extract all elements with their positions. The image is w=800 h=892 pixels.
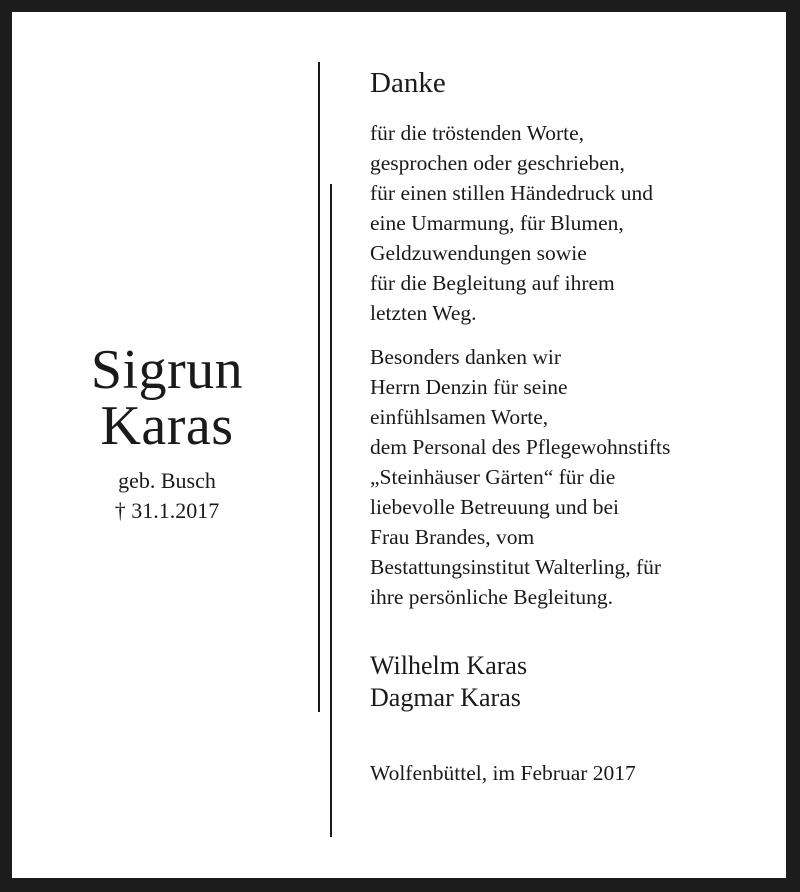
text-line: ihre persönliche Begleitung. <box>370 585 613 609</box>
obituary-notice <box>12 12 786 878</box>
thanks-paragraph-2 <box>370 342 770 612</box>
text-line: liebevolle Betreuung und bei <box>370 495 619 519</box>
text-line: letzten Weg. <box>370 301 477 325</box>
text-line: für die tröstenden Worte, <box>370 121 585 145</box>
text-line: dem Personal des Pflegewohnstifts <box>370 435 671 459</box>
place-date: Wolfenbüttel, im Februar 2017 <box>370 761 636 785</box>
text-line: gesprochen oder geschrieben, <box>370 151 625 175</box>
text-line: „Steinhäuser Gärten“ für die <box>370 465 616 489</box>
text-line: Geldzuwendungen sowie <box>370 241 587 265</box>
last-name: Karas <box>100 395 234 457</box>
deceased-block <box>52 339 282 526</box>
text-line: Besonders danken wir <box>370 345 562 369</box>
thanks-heading: Danke <box>370 67 446 99</box>
signer-name: Dagmar Karas <box>370 683 521 712</box>
text-line: Herrn Denzin für seine <box>370 375 568 399</box>
divider-line-right <box>330 184 332 837</box>
thanks-block <box>370 66 770 788</box>
text-line: für die Begleitung auf ihrem <box>370 271 615 295</box>
thanks-paragraph-1 <box>370 118 770 328</box>
text-line: Bestattungsinstitut Walterling, für <box>370 555 662 579</box>
maiden-name: geb. Busch <box>118 468 216 493</box>
divider-line-left <box>318 62 320 712</box>
death-date: † 31.1.2017 <box>114 498 220 523</box>
text-line: Frau Brandes, vom <box>370 525 535 549</box>
signers <box>370 650 770 714</box>
text-line: einfühlsamen Worte, <box>370 405 549 429</box>
signer-name: Wilhelm Karas <box>370 651 528 680</box>
text-line: für einen stillen Händedruck und <box>370 181 653 205</box>
first-name: Sigrun <box>90 339 244 401</box>
text-line: eine Umarmung, für Blumen, <box>370 211 624 235</box>
